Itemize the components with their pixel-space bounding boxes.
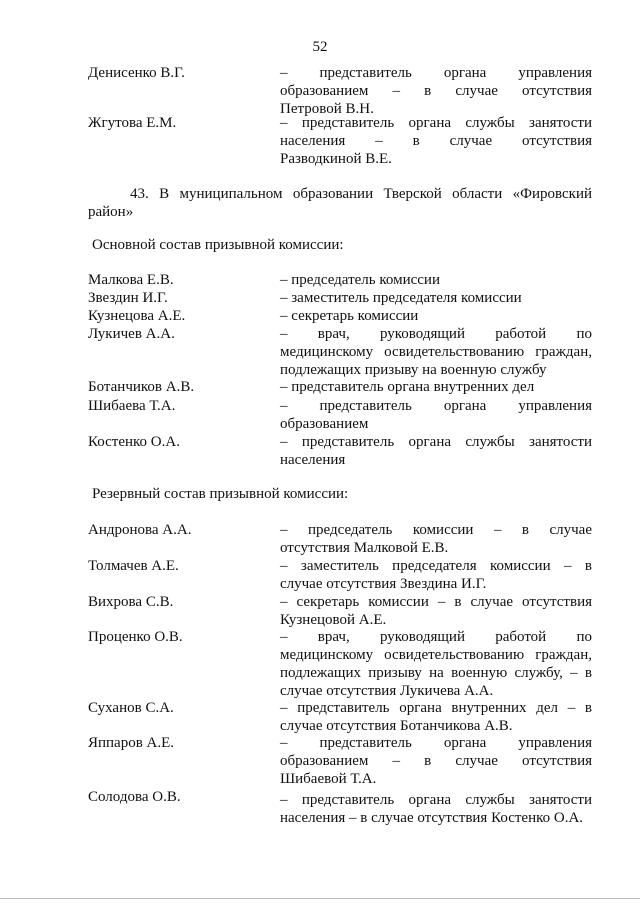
role-line: – секретарь комиссии – в случае отсутствия bbox=[280, 594, 592, 610]
role-line: населения – в случае отсутствия bbox=[280, 133, 592, 149]
member-role bbox=[280, 378, 592, 396]
role-line: – представитель органа внутренних дел – в bbox=[280, 700, 592, 716]
role-line: – председатель комиссии bbox=[280, 272, 440, 288]
role-line: Петровой В.Н. bbox=[280, 101, 374, 117]
member-role bbox=[280, 699, 592, 735]
role-line: населения – в случае отсутствия Костенко О.А. bbox=[280, 810, 584, 826]
member-role bbox=[280, 593, 592, 629]
scan-edge-divider bbox=[0, 898, 640, 899]
section-heading-line: район» bbox=[88, 204, 134, 220]
member-name: Яппаров А.Е. bbox=[88, 735, 175, 751]
role-line: – представитель органа управления bbox=[280, 398, 592, 414]
member-name: Шибаева Т.А. bbox=[88, 398, 176, 414]
member-name: Звездин И.Г. bbox=[88, 290, 168, 306]
member-role bbox=[280, 791, 592, 827]
member-role bbox=[280, 557, 592, 593]
role-line: – заместитель председателя комиссии bbox=[280, 290, 522, 306]
page-number: 52 bbox=[312, 39, 328, 55]
member-name: Жгутова Е.М. bbox=[88, 115, 177, 131]
member-role bbox=[280, 271, 592, 289]
member-role bbox=[280, 114, 592, 168]
role-line: медицинскому освидетельствованию граждан, bbox=[280, 647, 592, 663]
member-role bbox=[280, 628, 592, 700]
section-heading bbox=[88, 185, 592, 221]
member-name: Толмачев А.Е. bbox=[88, 558, 179, 574]
member-name: Денисенко В.Г. bbox=[88, 65, 185, 81]
member-name: Кузнецова А.Е. bbox=[88, 308, 186, 324]
role-line: – председатель комиссии – в случае bbox=[280, 522, 592, 538]
member-role bbox=[280, 433, 592, 469]
main-composition-title: Основной состав призывной комиссии: bbox=[92, 237, 344, 253]
role-line: Кузнецовой А.Е. bbox=[280, 612, 387, 628]
member-name: Суханов С.А. bbox=[88, 700, 174, 716]
member-name: Малкова Е.В. bbox=[88, 272, 174, 288]
role-line: случае отсутствия Лукичева А.А. bbox=[280, 683, 494, 699]
member-name: Солодова О.В. bbox=[88, 789, 181, 805]
role-line: образованием bbox=[280, 416, 369, 432]
role-line: – врач, руководящий работой по bbox=[280, 629, 592, 645]
member-role bbox=[280, 734, 592, 788]
member-name: Лукичев А.А. bbox=[88, 326, 175, 342]
member-name: Проценко О.В. bbox=[88, 629, 183, 645]
member-name: Костенко О.А. bbox=[88, 434, 180, 450]
member-role bbox=[280, 521, 592, 557]
role-line: – представитель органа внутренних дел bbox=[280, 379, 535, 395]
role-line: – секретарь комиссии bbox=[280, 308, 419, 324]
role-line: случае отсутствия Звездина И.Г. bbox=[280, 576, 487, 592]
role-line: – заместитель председателя комиссии – в bbox=[280, 558, 592, 574]
role-line: – врач, руководящий работой по bbox=[280, 326, 592, 342]
section-heading-line: 43. В муниципальном образовании Тверской области «Фировский bbox=[130, 186, 592, 202]
role-line: – представитель органа службы занятости bbox=[280, 792, 592, 808]
role-line: подлежащих призыву на военную службу, – в bbox=[280, 665, 592, 681]
member-role bbox=[280, 64, 592, 118]
role-line: образованием – в случае отсутствия bbox=[280, 753, 592, 769]
role-line: населения bbox=[280, 452, 346, 468]
member-role bbox=[280, 307, 592, 325]
role-line: – представитель органа управления bbox=[280, 735, 592, 751]
role-line: – представитель органа управления bbox=[280, 65, 592, 81]
role-line: случае отсутствия Ботанчикова А.В. bbox=[280, 718, 513, 734]
role-line: медицинскому освидетельствованию граждан, bbox=[280, 344, 592, 360]
role-line: Шибаевой Т.А. bbox=[280, 771, 377, 787]
member-role bbox=[280, 325, 592, 379]
member-name: Андронова А.А. bbox=[88, 522, 192, 538]
role-line: – представитель органа службы занятости bbox=[280, 434, 592, 450]
member-role bbox=[280, 397, 592, 433]
role-line: образованием – в случае отсутствия bbox=[280, 83, 592, 99]
role-line: подлежащих призыву на военную службу bbox=[280, 362, 547, 378]
role-line: Разводкиной В.Е. bbox=[280, 151, 392, 167]
role-line: отсутствия Малковой Е.В. bbox=[280, 540, 449, 556]
member-name: Вихрова С.В. bbox=[88, 594, 174, 610]
role-line: – представитель органа службы занятости bbox=[280, 115, 592, 131]
reserve-composition-title: Резервный состав призывной комиссии: bbox=[92, 486, 349, 502]
member-role bbox=[280, 289, 592, 307]
member-name: Ботанчиков А.В. bbox=[88, 379, 195, 395]
